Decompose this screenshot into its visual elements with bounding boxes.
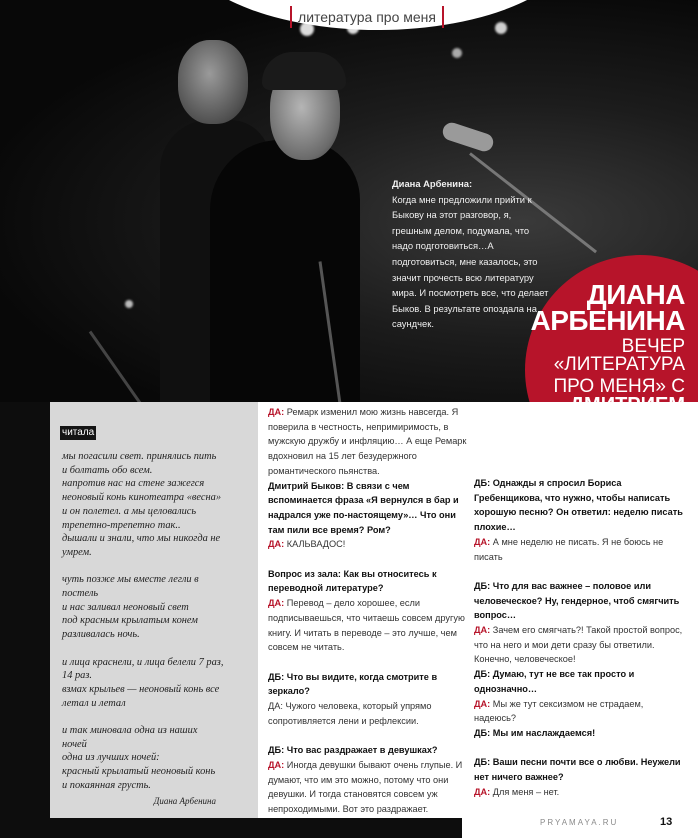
answer-text: Зачем его смягчать?! Такой простой вопрос, что на него и мои дети сразу бы ответили. Конечно, человеческое! xyxy=(474,625,683,665)
answer-text: Ремарк изменил мою жизнь навсегда. Я поверила в честность, непримиримость, в мужскую дружбу и инфляцию… А еще Ремарк вдохновил на 15 лет безудержного романтического пьянства. xyxy=(268,407,467,476)
answer-text: ДА: Чужого человека, который упрямо сопротивляется лени и рефлексии. xyxy=(268,701,432,726)
poem-line: взмах крыльев — неоновый конь все xyxy=(62,683,220,695)
question-text: ДБ: Что вас раздражает в девушках? xyxy=(268,745,438,756)
poem-line: и лица краснели, и лица белели 7 раз, xyxy=(62,656,224,668)
poem-line: мы погасили свет. принялись пить xyxy=(62,451,217,462)
section-title: литература про меня xyxy=(290,6,444,28)
poem-line: и нас заливал неоновый свет xyxy=(62,601,189,613)
qa-block xyxy=(268,743,468,817)
poem-label: читала xyxy=(62,427,95,438)
question-text: ДБ: Что для вас важнее – половое или человеческое? Ну, гендерное, чтоб смягчить вопрос… xyxy=(474,580,680,621)
qa-block xyxy=(474,579,686,667)
qa-block xyxy=(474,476,686,564)
footer-site: PRYAMAYA.RU xyxy=(540,818,619,827)
interview-column-2 xyxy=(474,476,686,799)
poem-line: красный крылатый неоновый конь xyxy=(62,766,216,778)
poem-line: постель xyxy=(62,588,99,600)
poem-line: напротив нас на стене зажегся xyxy=(62,478,205,490)
poem-text xyxy=(62,450,256,808)
qa-block xyxy=(268,567,468,655)
answer-text: Для меня – нет. xyxy=(490,786,560,797)
answer-text: А мне неделю не писать. Я не боюсь не писать xyxy=(474,536,664,562)
poem-line: умрем. xyxy=(62,546,92,558)
poem-line: неоновый конь кинотеатра «весна» xyxy=(62,492,222,504)
poem-line: и покаянная грусть. xyxy=(62,779,151,791)
speaker-label: ДА: xyxy=(268,759,285,770)
poem-line: ночей xyxy=(62,738,87,750)
question-text: ДБ: Думаю, тут не все так просто и однозначно… xyxy=(474,669,635,694)
question-text: ДБ: Мы им наслаждаемся! xyxy=(474,727,596,738)
poem-line: трепетно-трепетно так.. xyxy=(62,519,181,531)
speaker-label: ДА: xyxy=(268,407,285,417)
poem-line: дышали и знали, что мы никогда не xyxy=(62,533,221,545)
caption-speaker: Диана Арбенина: xyxy=(392,178,473,189)
question-text: ДБ: Что вы видите, когда смотрите в зеркало? xyxy=(268,671,438,697)
poem-line: и так миновала одна из наших xyxy=(62,725,198,737)
page-number: 13 xyxy=(660,816,673,828)
question-text: ДБ: Ваши песни почти все о любви. Неужели нет ничего важнее? xyxy=(474,757,681,783)
poem-line: и он полетел. а мы целовались xyxy=(62,505,197,517)
speaker-label: ДА: xyxy=(474,786,491,797)
qa-block xyxy=(474,667,686,726)
answer-text: Перевод – дело хорошее, если подписываешься, что читаешь совсем другую книгу. И читать в переводе – это лучше, чем совсем не читать. xyxy=(268,598,465,653)
poem-line: и болтать обо всем. xyxy=(62,464,153,476)
poem-line: под красным крылатым конем xyxy=(62,615,198,627)
speaker-label: ДА: xyxy=(474,698,491,709)
left-black-band xyxy=(0,402,50,838)
qa-block xyxy=(268,479,468,553)
title-event-line2: ПРО МЕНЯ» С xyxy=(553,376,685,397)
poem-line: летал и летал xyxy=(62,697,126,709)
qa-block xyxy=(474,726,686,741)
speaker-label: ДА: xyxy=(268,598,285,609)
title-name-line2: АРБЕНИНА xyxy=(530,305,685,336)
poem-line: чуть позже мы вместе легли в xyxy=(62,574,199,586)
answer-text: Иногда девушки бывают очень глупые. И думают, что им это можно, потому что они девушки. И тогда становятся совсем уж непроходимыми. Вот это раздражает. xyxy=(268,759,463,814)
answer-block xyxy=(268,405,468,479)
poem-line: 14 раз. xyxy=(62,670,93,682)
speaker-label: ДА: xyxy=(474,625,491,636)
qa-block xyxy=(474,755,686,799)
caption-text: Когда мне предложили прийти к Быкову на этот разговор, я, грешным делом, подумала, что надо подготовиться…А подготовиться, мне казалось, это значит прочесть всю литературу мира. И посмотреть все, что делает Быков. В результате опоздала на саундчек. xyxy=(392,193,549,330)
answer-text: КАЛЬВАДОС! xyxy=(284,539,346,550)
question-text: Вопрос из зала: Как вы относитесь к переводной литературе? xyxy=(268,568,437,594)
question-text: Дмитрий Быков: В связи с чем вспоминается фраза «Я вернулся в бар и надрался уже по-настоящему»… Что они там пили все время? Ром? xyxy=(268,480,459,535)
poem-signature: Диана Арбенина xyxy=(153,795,216,806)
title-event-line1: ВЕЧЕР «ЛИТЕРАТУРА xyxy=(553,336,685,375)
speaker-label: ДА: xyxy=(268,539,285,550)
question-text: ДБ: Однажды я спросил Бориса Гребенщикова, что нужно, чтобы написать хорошую песню? Он ответил: неделю писать плохие… xyxy=(474,478,683,533)
poem-line: одна из лучших ночей: xyxy=(62,752,160,764)
poem-line: разливалась ночь. xyxy=(62,629,140,641)
title-name-line1: ДИАНА xyxy=(586,279,685,310)
interview-column-1 xyxy=(268,405,468,817)
speaker-label: ДА: xyxy=(474,536,491,547)
answer-text: Мы же тут сексизмом не страдаем, надеюсь? xyxy=(474,698,644,724)
qa-block xyxy=(268,670,468,729)
